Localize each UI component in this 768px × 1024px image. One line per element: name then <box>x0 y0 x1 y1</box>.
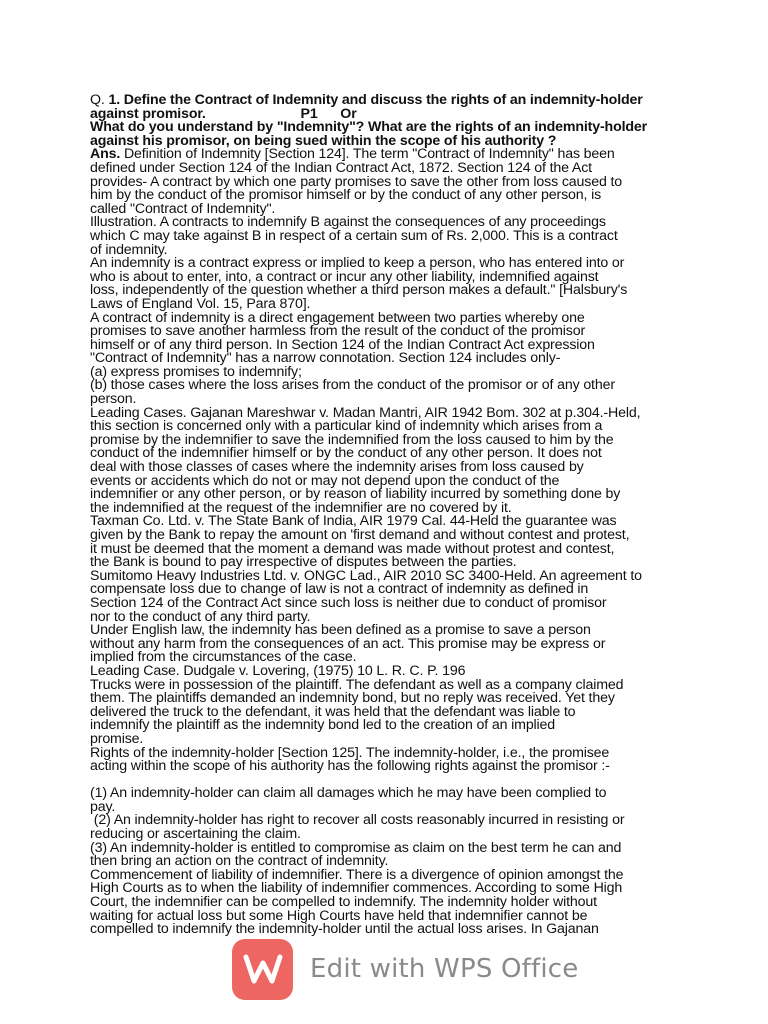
body-line: promise by the indemnifier to save the indemnified from the loss caused to him by the <box>90 431 614 448</box>
body-line: Trucks were in possession of the plaintiff. The defendant as well as a company claimed <box>90 676 624 693</box>
body-line: (b) those cases where the loss arises from the conduct of the promisor or of any other <box>90 377 615 394</box>
body-line: deal with those classes of cases where the indemnity arises from loss caused by <box>90 459 584 476</box>
body-line: (2) An indemnity-holder has right to recover all costs reasonably incurred in resisting or <box>90 812 625 829</box>
body-line: called "Contract of Indemnity". <box>90 200 276 217</box>
body-line: promises to save another harmless from the result of the conduct of the promisor <box>90 323 586 340</box>
body-line: the Bank is bound to pay irrespective of disputes between the parties. <box>90 554 517 571</box>
body-line: which C may take against B in respect of a certain sum of Rs. 2,000. This is a contract <box>90 227 618 244</box>
body-line: Taxman Co. Ltd. v. The State Bank of India, AIR 1979 Cal. 44-Held the guarantee was <box>90 513 617 530</box>
body-line: promise. <box>90 730 144 747</box>
question-title-1: 1. Define the Contract of Indemnity and discuss the rights of an indemnity-holder <box>108 92 643 108</box>
body-line: the indemnified at the request of the indemnifier are no covered by it. <box>90 499 512 516</box>
answer-label: Ans. <box>90 146 121 163</box>
body-line: them. The plaintiffs demanded an indemnity bond, but no reply was received. Yet they <box>90 690 615 707</box>
body-line: A contract of indemnity is a direct engagement between two parties whereby one <box>90 309 585 326</box>
body-line: compelled to indemnify the indemnity-holder until the actual loss arises. In Gajanan <box>90 921 599 938</box>
body-line: indemnify the plaintiff as the indemnity bond led to the creation of an implied <box>90 717 556 734</box>
body-line: then bring an action on the contract of indemnity. <box>90 853 389 870</box>
body-line: him by the conduct of the promisor himself or by the conduct of any other person, is <box>90 187 602 204</box>
body-line: compensate loss due to change of law is not a contract of indemnity as defined in <box>90 581 589 598</box>
body-line: defined under Section 124 of the Indian Contract Act, 1872. Section 124 of the Act <box>90 159 592 176</box>
body-line: An indemnity is a contract express or implied to keep a person, who has entered into or <box>90 255 625 272</box>
body-line: (3) An indemnity-holder is entitled to compromise as claim on the best term he can and <box>90 839 622 856</box>
body-line: Illustration. A contracts to indemnify B against the consequences of any proceedings <box>90 214 606 231</box>
body-line: given by the Bank to repay the amount on 'first demand and without contest and protest, <box>90 527 630 543</box>
question-prefix: Q. <box>90 92 109 108</box>
answer-body <box>90 159 690 938</box>
wps-office-label: Edit with WPS Office <box>310 954 579 984</box>
body-line: conduct of the indemnifier himself or by the conduct of any other person. It does not <box>90 445 602 462</box>
body-line: Rights of the indemnity-holder [Section 125]. The indemnity-holder, i.e., the promisee <box>90 744 610 761</box>
body-line: events or accidents which do not or may not depend upon the conduct of the <box>90 472 560 489</box>
body-line: High Courts as to when the liability of indemnifier commences. According to some High <box>90 880 623 897</box>
body-line: nor to the conduct of any third party. <box>90 608 311 625</box>
body-line: Under English law, the indemnity has been defined as a promise to save a person <box>90 622 591 639</box>
wps-office-banner[interactable] <box>232 938 578 1000</box>
body-line: reducing or ascertaining the claim. <box>90 826 301 843</box>
body-line: Leading Cases. Gajanan Mareshwar v. Madan Mantri, AIR 1942 Bom. 302 at p.304.-Held, <box>90 404 641 421</box>
document-page <box>90 94 690 937</box>
body-line: (1) An indemnity-holder can claim all damages which he may have been complied to <box>90 785 607 802</box>
body-line: waiting for actual loss but some High Courts have held that indemnifier cannot be <box>90 907 588 924</box>
body-line: "Contract of Indemnity" has a narrow connotation. Section 124 includes only- <box>90 350 561 367</box>
body-line: Laws of England Vol. 15, Para 870]. <box>90 295 311 312</box>
question-line-2: against promisor. P1 Or <box>90 105 357 122</box>
body-line: implied from the circumstances of the case. <box>90 649 357 666</box>
body-line: of indemnity. <box>90 241 168 258</box>
body-line: pay. <box>90 798 116 815</box>
body-line: it must be deemed that the moment a demand was made without protest and contest, <box>90 540 615 557</box>
body-line: acting within the scope of his authority has the following rights against the promisor :- <box>90 758 610 775</box>
question-line-3: What do you understand by "Indemnity"? What are the rights of an indemnity-holder <box>90 119 647 136</box>
body-line: person. <box>90 391 137 408</box>
body-line: indemnifier or any other person, or by reason of liability incurred by something done by <box>90 486 621 503</box>
body-line: provides- A contract by which one party promises to save the other from loss caused to <box>90 173 623 190</box>
body-line: loss, independently of the question whether a third person makes a default." [Halsbury's <box>90 282 628 299</box>
body-line: (a) express promises to indemnify; <box>90 363 302 380</box>
body-line: Leading Case. Dudgale v. Lovering, (1975) 10 L. R. C. P. 196 <box>90 662 466 679</box>
body-line: Sumitomo Heavy Industries Ltd. v. ONGC Lad., AIR 2010 SC 3400-Held. An agreement to <box>90 567 642 584</box>
body-line: Section 124 of the Contract Act since such loss is neither due to conduct of promisor <box>90 594 607 611</box>
body-line: Commencement of liability of indemnifier. There is a divergence of opinion amongst the <box>90 866 624 883</box>
body-line: Court, the indemnifier can be compelled to indemnify. The indemnity holder without <box>90 894 597 911</box>
body-line: Definition of Indemnity [Section 124]. The term "Contract of Indemnity" has been <box>120 146 615 163</box>
question-line-4: against his promisor, on being sued within the scope of his authority ? <box>90 132 557 149</box>
body-line: who is about to enter, into, a contract or incur any other liability, indemnified against <box>90 268 599 285</box>
body-line: delivered the truck to the defendant, it was held that the defendant was liable to <box>90 703 576 720</box>
body-line: himself or of any third person. In Section 124 of the Indian Contract Act expression <box>90 336 595 353</box>
body-line: without any harm from the consequences of an act. This promise may be express or <box>90 635 606 652</box>
wps-office-logo-icon <box>232 939 293 1000</box>
body-line: this section is concerned only with a particular kind of indemnity which arises from a <box>90 418 603 435</box>
